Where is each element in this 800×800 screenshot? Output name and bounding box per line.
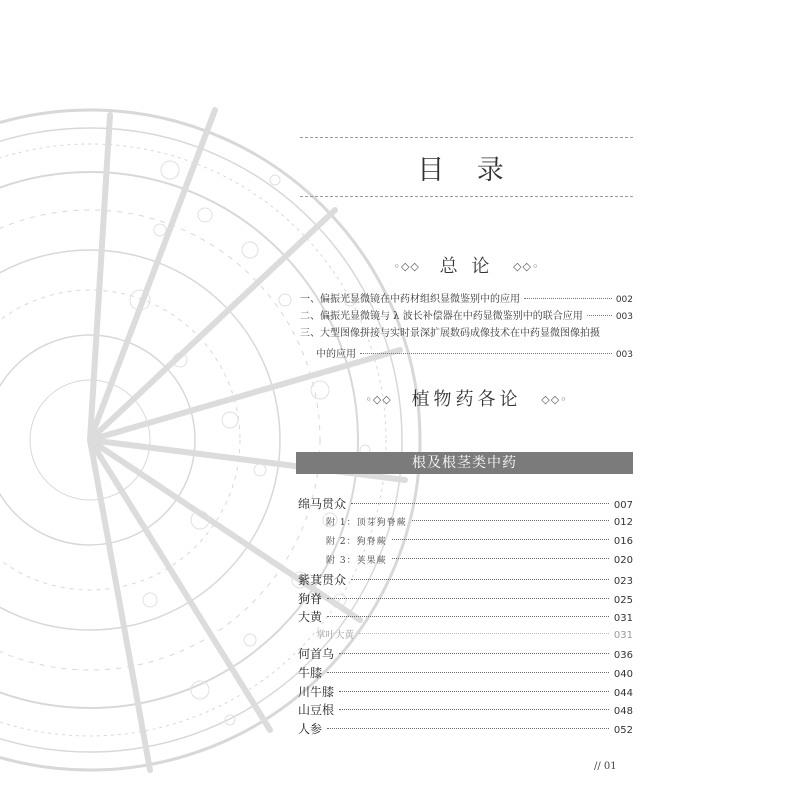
- section-heading-plants: [300, 385, 633, 411]
- toc-item-general-3[interactable]: [300, 324, 633, 340]
- toc-entry-label: 川牛膝: [298, 685, 335, 699]
- toc-item-label: 中的应用: [316, 349, 356, 360]
- ornament-right: ◇◇◦: [513, 260, 540, 273]
- dot-leader: [587, 315, 612, 316]
- dot-leader: [392, 558, 609, 559]
- toc-entry-page: 040: [613, 669, 633, 680]
- toc-entry-label: 附 3：荚果蕨: [326, 556, 387, 566]
- dot-leader: [327, 616, 609, 617]
- category-bar: 根及根茎类中药: [296, 452, 633, 474]
- ornament-left: ◦◇◇: [393, 260, 420, 273]
- dot-leader: [351, 579, 609, 580]
- toc-item-page: 003: [615, 312, 633, 322]
- page-title: 目 录: [417, 155, 516, 186]
- dot-leader: [327, 728, 609, 729]
- title-rule-top: [300, 137, 633, 138]
- toc-item-label: 一、偏振光显微镜在中药材组织显微鉴别中的应用: [300, 294, 520, 305]
- ornament-left: ◦◇◇: [365, 393, 392, 406]
- toc-entry[interactable]: [298, 608, 633, 626]
- toc-entry[interactable]: [298, 720, 633, 738]
- toc-entry-page: 025: [613, 595, 633, 606]
- toc-entry-label: 山豆根: [298, 703, 335, 717]
- section-title-general: 总 论: [439, 256, 494, 277]
- toc-entry[interactable]: [298, 683, 633, 701]
- dot-leader: [351, 503, 609, 504]
- toc-item-general-2[interactable]: [300, 307, 633, 323]
- toc-entry-page: 020: [613, 555, 633, 566]
- toc-entry[interactable]: [298, 571, 633, 589]
- toc-entry-label: 掌叶大黄: [316, 630, 355, 641]
- toc-entry-label: 附 2：狗脊蕨: [326, 537, 387, 547]
- toc-entry-page: 048: [613, 706, 633, 717]
- dot-leader: [412, 520, 609, 521]
- dot-leader: [339, 691, 609, 692]
- toc-entry-page: 016: [613, 536, 633, 547]
- toc-entry-page: 007: [613, 500, 633, 511]
- toc-subentry[interactable]: [326, 515, 633, 533]
- toc-item-general-1[interactable]: [300, 290, 633, 306]
- toc-item-page: 003: [615, 350, 633, 360]
- ornament-right: ◇◇◦: [541, 393, 568, 406]
- section-heading-general: [300, 252, 633, 278]
- toc-subentry[interactable]: [326, 553, 633, 571]
- dot-leader: [327, 672, 609, 673]
- toc-item-general-3-continued[interactable]: [316, 345, 633, 361]
- page-number: // 01: [594, 761, 617, 772]
- toc-entry[interactable]: [298, 664, 633, 682]
- toc-entry[interactable]: [298, 645, 633, 663]
- toc-entry-page: 012: [613, 517, 633, 528]
- toc-item-page: 002: [615, 295, 633, 305]
- toc-entry-page: 031: [613, 630, 633, 641]
- toc-entry-page: 052: [613, 725, 633, 736]
- toc-entry-page: 023: [613, 576, 633, 587]
- toc-subentry[interactable]: [316, 627, 633, 645]
- toc-entry-label: 大黄: [298, 610, 323, 624]
- dot-leader: [339, 653, 609, 654]
- dot-leader: [392, 539, 609, 540]
- toc-entry-label: 紫萁贯众: [298, 573, 347, 587]
- dot-leader: [524, 298, 612, 299]
- dot-leader: [360, 353, 612, 354]
- toc-item-label: 二、偏振光显微镜与 λ 波长补偿器在中药显微鉴别中的联合应用: [300, 311, 583, 322]
- toc-entry-page: 044: [613, 688, 633, 699]
- toc-entry[interactable]: [298, 495, 633, 513]
- toc-item-label: 三、大型图像拼接与实时景深扩展数码成像技术在中药显微图像拍摄: [300, 328, 600, 339]
- toc-entry[interactable]: [298, 590, 633, 608]
- toc-subentry[interactable]: [326, 534, 633, 552]
- toc-entry-label: 狗脊: [298, 592, 323, 606]
- toc-entry-page: 031: [613, 613, 633, 624]
- dot-leader: [359, 633, 609, 634]
- toc-entry-label: 附 1：顶芽狗脊蕨: [326, 518, 407, 528]
- toc-entry-label: 牛膝: [298, 666, 323, 680]
- toc-entry-label: 绵马贯众: [298, 497, 347, 511]
- dot-leader: [339, 709, 609, 710]
- toc-entry-page: 036: [613, 650, 633, 661]
- toc-entry-label: 人参: [298, 722, 323, 736]
- toc-entry-label: 何首乌: [298, 647, 335, 661]
- toc-entry[interactable]: [298, 701, 633, 719]
- section-title-plants: 植物药各论: [411, 389, 522, 410]
- dot-leader: [327, 598, 609, 599]
- title-rule-bottom: [300, 196, 633, 197]
